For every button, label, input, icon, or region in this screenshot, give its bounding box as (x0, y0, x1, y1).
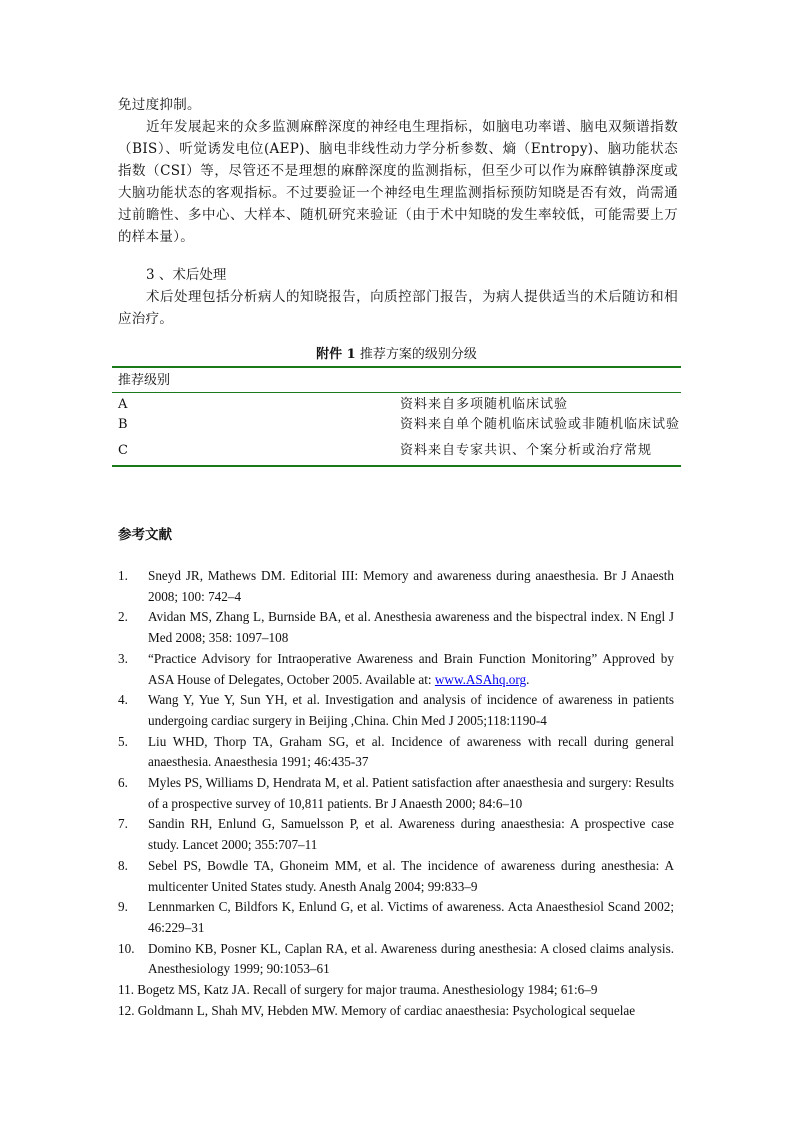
table-caption (0, 346, 793, 364)
reference-item: 11. Bogetz MS, Katz JA. Recall of surgery for major trauma. Anesthesiology 1984; 61:6–9 (118, 982, 598, 998)
table-row (112, 395, 681, 415)
section-heading-postoperative: 3 、术后处理 (146, 267, 227, 283)
asa-website-link[interactable]: www.ASAhq.org (434, 671, 527, 687)
reference-item: 4. Wang Y, Yue Y, Sun YH, et al. Investigation and analysis of incidence of awareness in patients undergoing cardiac surgery in Beijing ,China. Chin Med J 2005;118:1190-4 (118, 692, 674, 728)
table-row (112, 415, 681, 435)
paragraph-monitoring-indices: 近年发展起来的众多监测麻醉深度的神经电生理指标，如脑电功率谱、脑电双频谱指数（BIS）、听觉诱发电位(AEP)、脑电非线性动力学分析参数、熵（Entropy)、脑功能状态指数（CSI）等，尽管还不是理想的麻醉深度的监测指标，但至少可以作为麻醉镇静深度或大脑功能状态的客观指标。不过要验证一个神经电生理监测指标预防知晓是否有效，尚需通过前瞻性、多中心、大样本、随机研究来验证（由于术中知晓的发生率较低，可能需要上万的样本量）。 (118, 119, 678, 245)
table-cell-grade: A (118, 397, 128, 412)
table-bottom-rule (112, 465, 681, 467)
paragraph-postoperative: 术后处理包括分析病人的知晓报告，向质控部门报告，为病人提供适当的术后随访和相应治疗。 (118, 289, 678, 327)
reference-item: 6. Myles PS, Williams D, Hendrata M, et al. Patient satisfaction after anaesthesia and surgery: Results of a prospective survey of 10,811 patients. Br J Anaesth 2000; 84:6–10 (118, 775, 674, 811)
table-header-grade: 推荐级别 (118, 373, 171, 388)
recommendation-grade-table (112, 366, 681, 467)
reference-item: 5. Liu WHD, Thorp TA, Graham SG, et al. Incidence of awareness with recall during general anaesthesia. Anaesthesia 1991; 46:435-37 (118, 733, 674, 770)
table-cell-grade: C (118, 443, 128, 458)
reference-item: 9. Lennmarken C, Bildfors K, Enlund G, et al. Victims of awareness. Acta Anaesthesiol Scand 2002; 46:229–31 (118, 899, 674, 935)
reference-list (118, 566, 674, 1021)
table-caption-label: 附件 1 (316, 347, 356, 362)
paragraph-continued: 免过度抑制。 (118, 97, 201, 113)
table-header-row (112, 368, 681, 392)
reference-item: 10. Domino KB, Posner KL, Caplan RA, et al. Awareness during anesthesia: A closed claims analysis. Anesthesiology 1999; 90:1053–61 (118, 940, 674, 977)
table-row (112, 441, 681, 461)
references-heading: 参考文献 (118, 527, 172, 543)
reference-item: 7. Sandin RH, Enlund G, Samuelsson P, et al. Awareness during anaesthesia: A prospective case study. Lancet 2000; 355:707–11 (118, 816, 674, 853)
reference-item: 8. Sebel PS, Bowdle TA, Ghoneim MM, et al. The incidence of awareness during anesthesia: A multicenter United States study. Anesth Analg 2004; 99:833–9 (118, 857, 674, 894)
table-cell-desc: 资料来自专家共识、个案分析或治疗常规 (400, 443, 653, 458)
table-header-empty (400, 371, 681, 392)
table-caption-text: 推荐方案的级别分级 (355, 347, 477, 362)
reference-item: 1. Sneyd JR, Mathews DM. Editorial III: Memory and awareness during anaesthesia. Br J Anaesth 2008; 100: 742–4 (118, 568, 674, 604)
table-cell-desc: 资料来自单个随机临床试验或非随机临床试验 (400, 417, 681, 432)
reference-item: 2. Avidan MS, Zhang L, Burnside BA, et al. Anesthesia awareness and the bispectral index. N Engl J Med 2008; 358: 1097–108 (118, 609, 674, 646)
reference-item: 3. “Practice Advisory for Intraoperative Awareness and Brain Function Monitoring” Approved by ASA House of Delegates, October 2005. Available at: www.ASAhq.org. (118, 650, 674, 687)
table-cell-desc: 资料来自多项随机临床试验 (400, 397, 569, 412)
reference-item: 12. Goldmann L, Shah MV, Hebden MW. Memory of cardiac anaesthesia: Psychological sequelae (118, 1002, 636, 1018)
table-cell-grade: B (118, 417, 128, 432)
